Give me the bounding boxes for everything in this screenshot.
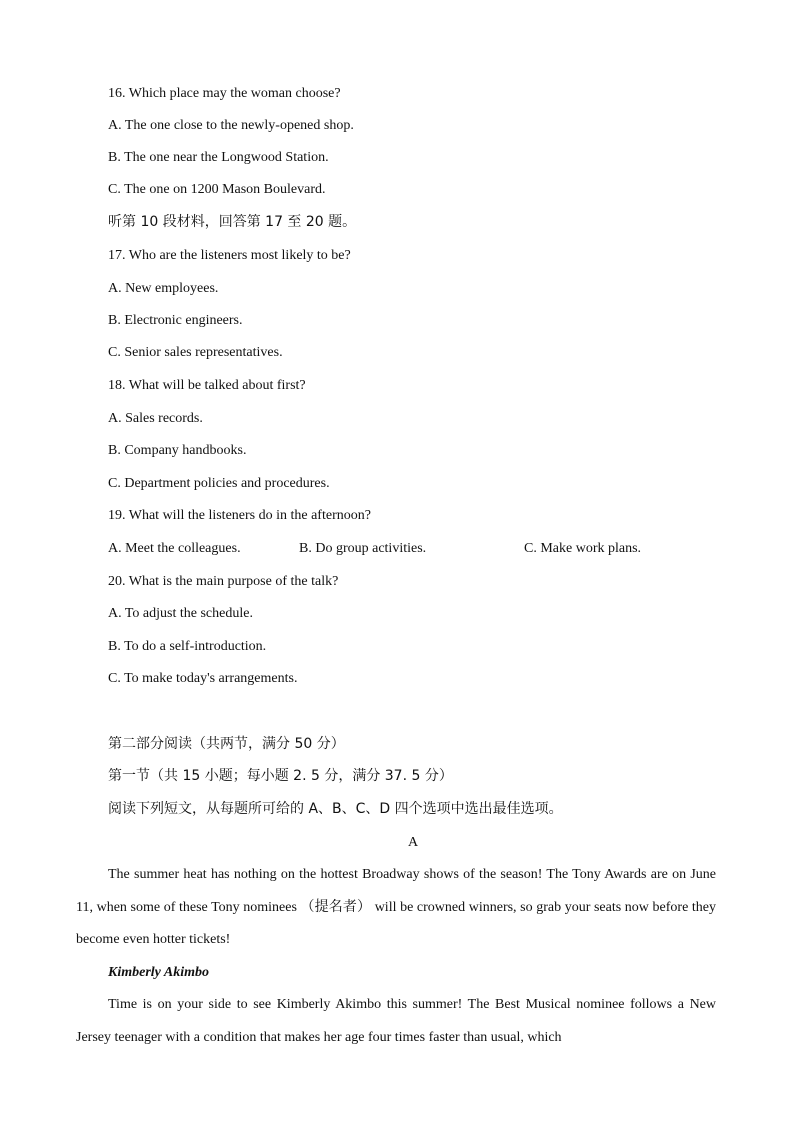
- question-18: 18. What will be talked about first?: [108, 378, 306, 393]
- q16-option-c: C. The one on 1200 Mason Boulevard.: [108, 182, 326, 197]
- q20-option-c: C. To make today's arrangements.: [108, 671, 298, 686]
- q20-option-a: A. To adjust the schedule.: [108, 606, 253, 621]
- show-paragraph: Time is on your side to see Kimberly Akimbo this summer! The Best Musical nominee follows a New Jersey teenager with a condition that makes her age four times faster than usual, which: [76, 997, 716, 1045]
- section-one-title: 第一节（共 15 小题；每小题 2. 5 分，满分 37. 5 分）: [108, 768, 453, 784]
- q17-option-a: A. New employees.: [108, 281, 219, 296]
- question-16: 16. Which place may the woman choose?: [108, 86, 341, 101]
- question-20: 20. What is the main purpose of the talk?: [108, 574, 339, 589]
- question-19: 19. What will the listeners do in the afternoon?: [108, 508, 371, 523]
- q17-option-b: B. Electronic engineers.: [108, 313, 243, 328]
- q18-option-c: C. Department policies and procedures.: [108, 476, 330, 491]
- intro-paragraph: The summer heat has nothing on the hottest Broadway shows of the season! The Tony Awards are on June 11, when some of these Tony nominees （提名者） will be crowned winners, so grab your seats now before they become even hotter tickets!: [76, 867, 716, 948]
- q16-option-a: A. The one close to the newly-opened shop.: [108, 118, 354, 133]
- q18-option-a: A. Sales records.: [108, 411, 203, 426]
- question-17: 17. Who are the listeners most likely to be?: [108, 248, 351, 263]
- show-title: Kimberly Akimbo: [108, 965, 209, 980]
- reading-instructions: 阅读下列短文，从每题所可给的 A、B、C、D 四个选项中选出最佳选项。: [108, 801, 563, 817]
- q19-option-a: A. Meet the colleagues.: [108, 541, 241, 556]
- q17-option-c: C. Senior sales representatives.: [108, 345, 283, 360]
- q16-option-b: B. The one near the Longwood Station.: [108, 150, 329, 165]
- q20-option-b: B. To do a self-introduction.: [108, 639, 267, 654]
- material-10-instruction: 听第 10 段材料，回答第 17 至 20 题。: [108, 214, 357, 230]
- q18-option-b: B. Company handbooks.: [108, 443, 247, 458]
- part-two-title: 第二部分阅读（共两节，满分 50 分）: [108, 736, 345, 752]
- q19-option-b: B. Do group activities.: [299, 541, 427, 556]
- passage-label: A: [407, 835, 419, 850]
- q19-option-c: C. Make work plans.: [524, 541, 642, 556]
